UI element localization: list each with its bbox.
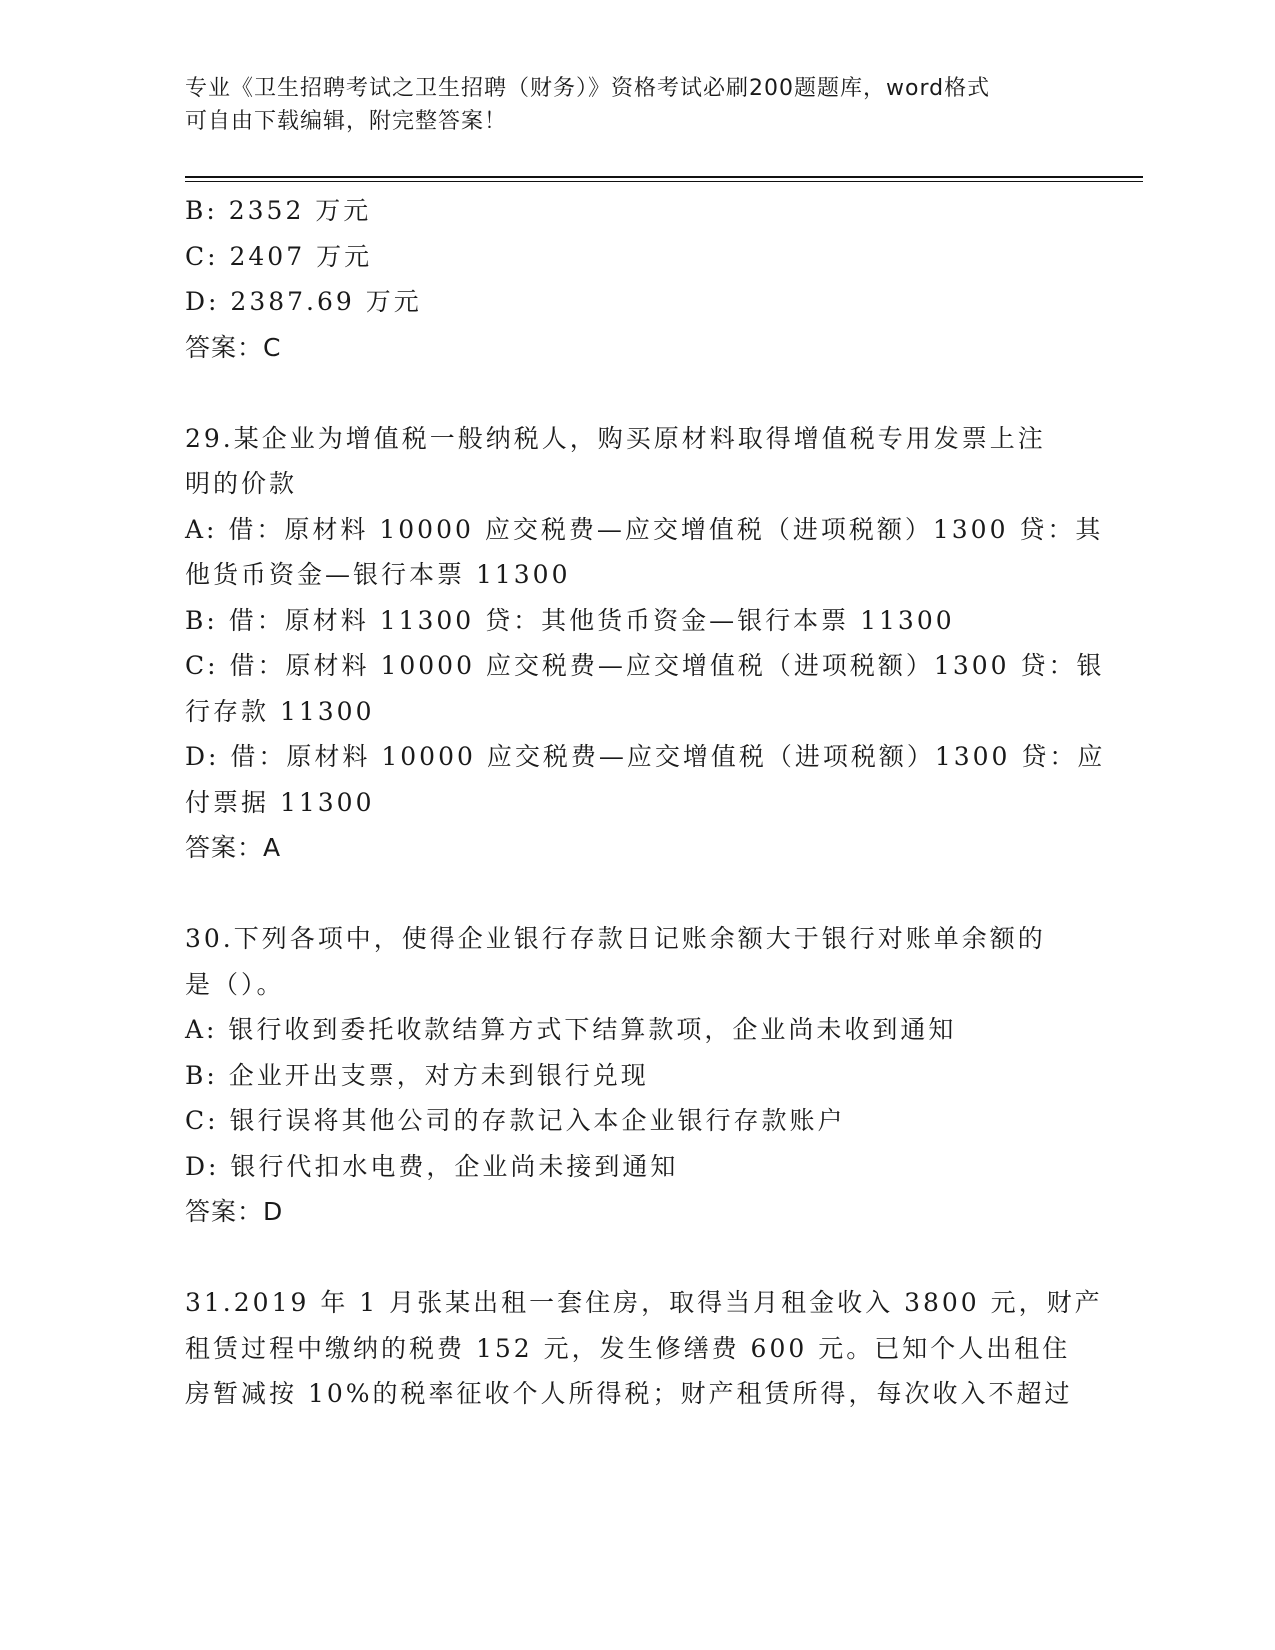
q30-stem-line-1: 30.下列各项中，使得企业银行存款日记账余额大于银行对账单余额的 (185, 924, 1046, 953)
question-31-block (185, 1280, 1103, 1417)
header-line-2: 可自由下载编辑，附完整答案！ (185, 109, 508, 134)
q30-option-a: A: 银行收到委托收款结算方式下结算款项，企业尚未收到通知 (185, 1015, 957, 1044)
q29-option-d-line-2: 付票据 11300 (185, 787, 375, 817)
spacer (185, 370, 1085, 416)
question-28-block (185, 188, 1085, 370)
q29-option-a-line-2: 他货币资金—银行本票 11300 (185, 560, 571, 589)
q29-answer: 答案：A (185, 833, 282, 862)
q31-stem-line-2: 租赁过程中缴纳的税费 152 元，发生修缮费 600 元。已知个人出租住 (185, 1333, 1071, 1363)
q31-stem-line-1: 31.2019 年 1 月张某出租一套住房，取得当月租金收入 3800 元，财产 (185, 1288, 1103, 1317)
q29-option-c-line-2: 行存款 11300 (185, 696, 375, 726)
q28-option-b: B: 2352 万元 (185, 196, 372, 225)
spacer (185, 1235, 1085, 1281)
document-body (185, 188, 1106, 1417)
header-line-1: 专业《卫生招聘考试之卫生招聘（财务）》资格考试必刷200题题库，word格式 (185, 76, 991, 101)
q29-stem-line-2: 明的价款 (185, 469, 298, 498)
q28-option-c: C: 2407 万元 (185, 241, 373, 271)
q29-option-d-line-1: D: 借：原材料 10000 应交税费—应交增值税（进项税额）1300 贷：应 (185, 742, 1106, 771)
q30-stem-line-2: 是（）。 (185, 969, 285, 999)
q31-stem-line-3: 房暂减按 10%的税率征收个人所得税；财产租赁所得，每次收入不超过 (185, 1379, 1073, 1408)
header-rule-thin (185, 181, 1143, 182)
q28-option-d: D: 2387.69 万元 (185, 287, 422, 316)
q30-option-d: D: 银行代扣水电费，企业尚未接到通知 (185, 1151, 679, 1181)
header-rule-thick (185, 176, 1143, 178)
question-30-block (185, 916, 1085, 1235)
q29-option-c-line-1: C: 借：原材料 10000 应交税费—应交增值税（进项税额）1300 贷：银 (185, 651, 1105, 680)
q28-answer: 答案：C (185, 332, 282, 362)
spacer (185, 871, 1085, 917)
q30-answer: 答案：D (185, 1197, 284, 1226)
q29-option-b: B: 借：原材料 11300 贷：其他货币资金—银行本票 11300 (185, 605, 955, 635)
q30-option-c: C: 银行误将其他公司的存款记入本企业银行存款账户 (185, 1106, 846, 1135)
q30-option-b: B: 企业开出支票，对方未到银行兑现 (185, 1060, 649, 1090)
q29-option-a-line-1: A: 借：原材料 10000 应交税费—应交增值税（进项税额）1300 贷：其 (185, 514, 1104, 544)
question-29-block (185, 416, 1106, 871)
page-header (185, 72, 1065, 138)
q29-stem-line-1: 29.某企业为增值税一般纳税人，购买原材料取得增值税专用发票上注 (185, 423, 1046, 453)
